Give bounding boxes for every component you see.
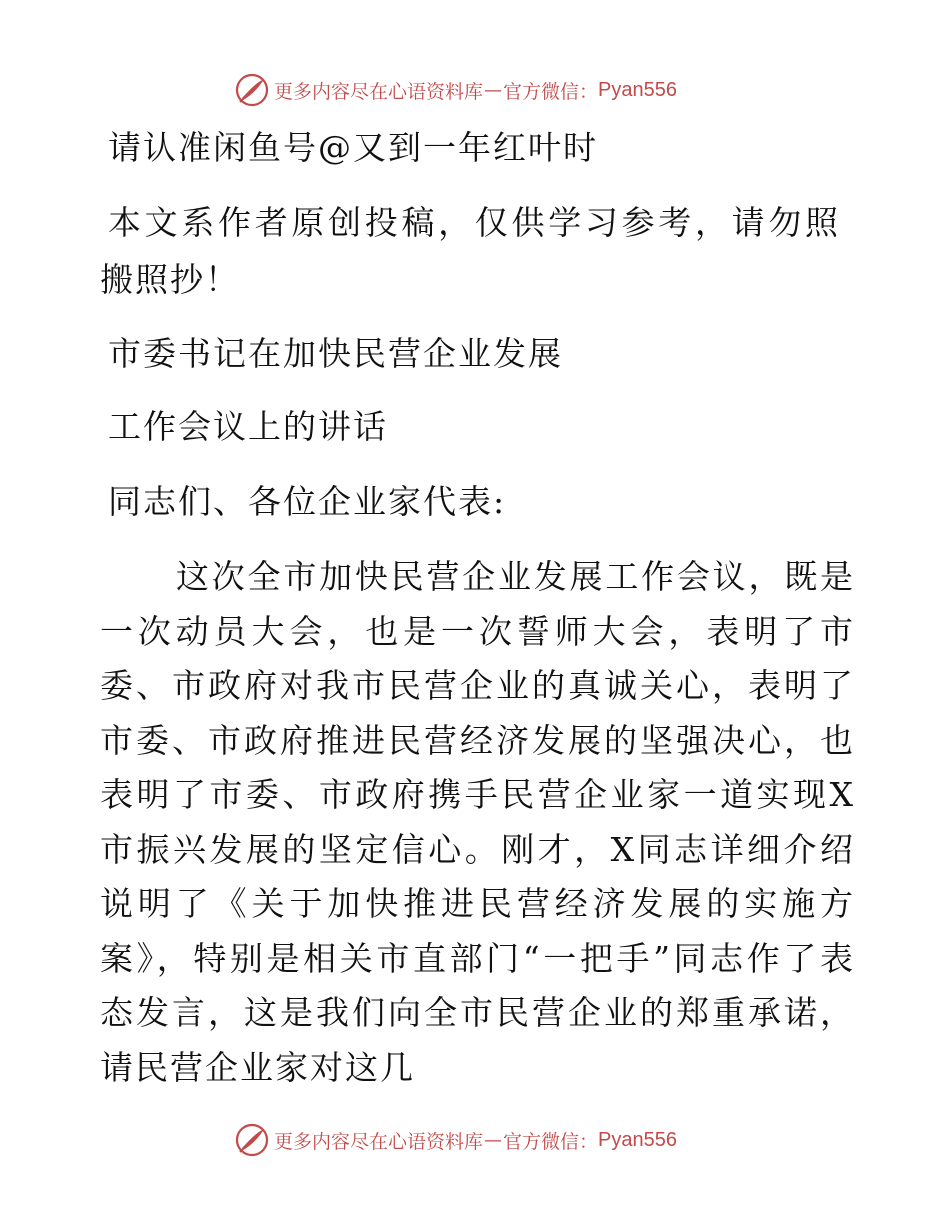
notice-line: 请认准闲鱼号@又到一年红叶时 [108, 128, 598, 167]
title-line-1: 市委书记在加快民营企业发展 [108, 334, 563, 373]
salutation: 同志们、各位企业家代表: [108, 482, 507, 521]
header-banner [234, 72, 677, 108]
banner-wechat-id: Pyan556 [598, 1128, 677, 1151]
banner-main-text: 更多内容尽在心语资料库 [274, 1130, 484, 1153]
banner-wechat-label: 官方微信： [503, 80, 599, 103]
feather-pen-logo-icon [234, 1122, 270, 1158]
disclaimer: 本文系作者原创投稿，仅供学习参考，请勿照搬照抄！ [100, 203, 840, 299]
footer-banner [234, 1122, 677, 1158]
feather-pen-logo-icon [234, 72, 270, 108]
banner-wechat-id: Pyan556 [598, 78, 677, 101]
banner-separator: — [484, 79, 503, 101]
banner-separator: — [484, 1129, 503, 1151]
banner-main-text: 更多内容尽在心语资料库 [274, 80, 484, 103]
body-paragraph: 这次全市加快民营企业发展工作会议，既是一次动员大会，也是一次誓师大会，表明了市委、市政府对我市民营企业的真诚关心，表明了市委、市政府推进民营经济发展的坚强决心，也表明了市委、市政府携手民营企业家一道实现X市振兴发展的坚定信心。刚才，X同志详细介绍说明了《关于加快推进民营经济发展的实施方案》，特别是相关市直部门“一把手”同志作了表态发言，这是我们向全市民营企业的郑重承诺，请民营企业家对这几 [100, 557, 855, 1087]
title-line-2: 工作会议上的讲话 [108, 407, 388, 446]
banner-wechat-label: 官方微信： [503, 1130, 599, 1153]
